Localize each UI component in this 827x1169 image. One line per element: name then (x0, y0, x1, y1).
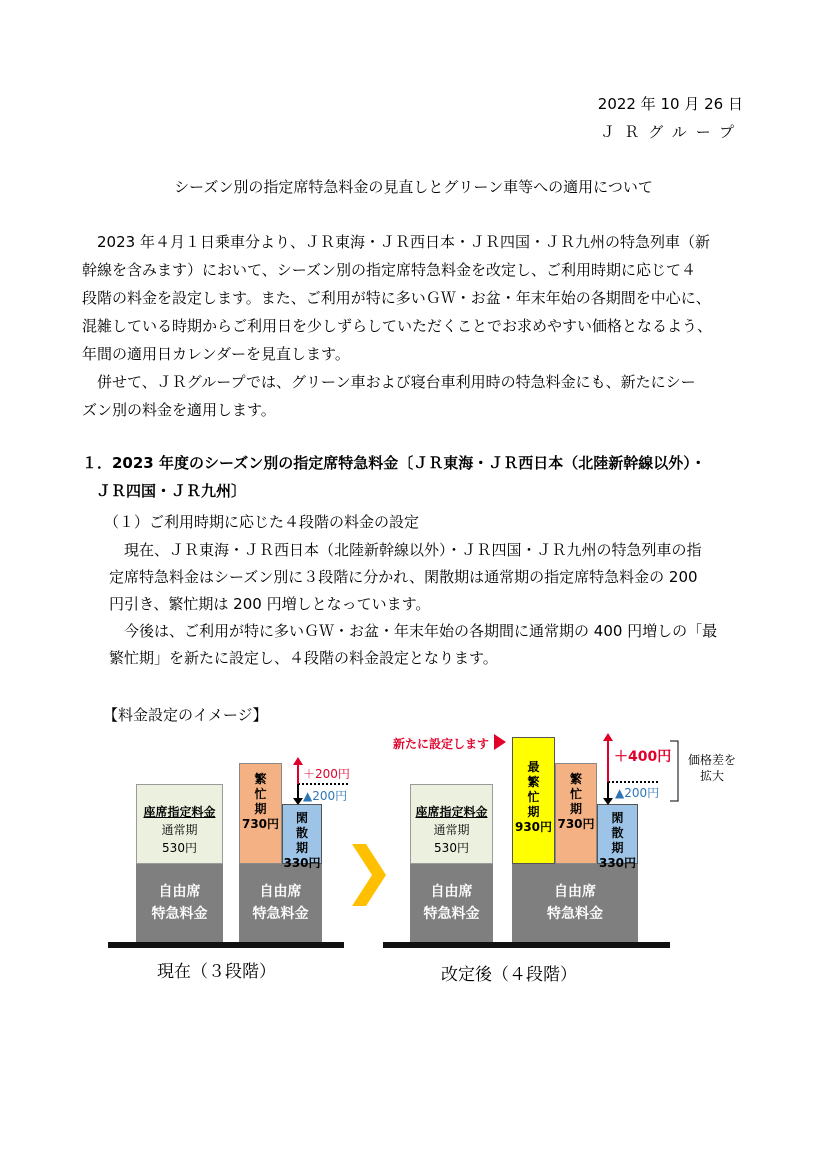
free-seat-box: 自由席 特急料金 (512, 864, 638, 942)
intro-line: 幹線を含みます）において、シーズン別の指定席特急料金を改定し、ご利用時期に応じて４ (82, 261, 696, 279)
free-seat-box: 自由席 特急料金 (410, 864, 493, 942)
body-line: 繁忙期」を新たに設定し、４段階の料金設定となります。 (109, 649, 498, 667)
section-heading-cont: ＪＲ四国・ＪＲ九州〕 (96, 482, 247, 500)
busy-period-box: 繁忙期 730円 (555, 763, 597, 864)
off-peak-box: 閑散期 330円 (282, 804, 322, 864)
intro-line: 年間の適用日カレンダーを見直します。 (82, 345, 350, 363)
image-title: 【料金設定のイメージ】 (103, 706, 268, 724)
release-date: 2022 年 10 月 26 日 (597, 95, 743, 113)
busy-period-box: 繁忙期 730円 (239, 763, 282, 864)
new-caption: 改定後（４段階） (441, 965, 577, 985)
body-line: 円引き、繁忙期は 200 円増しとなっています。 (109, 595, 431, 613)
plus-200-label: ＋200円 (303, 767, 350, 781)
intro-line: ズン別の料金を適用します。 (82, 401, 276, 419)
minus-200-label: ▲200円 (615, 786, 660, 800)
pointer-triangle-icon (494, 734, 506, 750)
current-caption: 現在（３段階） (157, 962, 276, 982)
plus-400-label: ＋400円 (614, 749, 672, 765)
body-line: 今後は、ご利用が特に多いＧＷ・お盆・年末年始の各期間に通常期の 400 円増しの「最 (124, 622, 718, 640)
sub-heading: （１）ご利用時期に応じた４段階の料金の設定 (104, 513, 420, 531)
minus-200-label: ▲200円 (303, 789, 348, 803)
document-title: シーズン別の指定席特急料金の見直しとグリーン車等への適用について (174, 178, 653, 196)
body-line: 定席特急料金はシーズン別に３段階に分かれ、閑散期は通常期の指定席特急料金の 200 (109, 568, 698, 586)
free-seat-box: 自由席 特急料金 (239, 864, 322, 942)
peak-period-box: 最繁忙期 930円 (512, 737, 555, 864)
intro-paragraph (82, 228, 752, 424)
baseline (383, 942, 670, 948)
baseline (108, 942, 344, 948)
intro-line: 混雑している時期からご利用日を少しずらしていただくことでお求めやすい価格となるよう、 (82, 317, 713, 335)
section-body (104, 537, 754, 672)
intro-line: 段階の料金を設定します。また、ご利用が特に多いＧＷ・お盆・年末年始の各期間を中心に、 (82, 289, 711, 307)
off-peak-box: 閑散期 330円 (597, 804, 638, 864)
organization-name: ＪＲグループ (600, 123, 743, 141)
section-heading: １．2023 年度のシーズン別の指定席特急料金〔ＪＲ東海・ＪＲ西日本（北陸新幹線以外）・ (82, 454, 706, 472)
price-diff-note: 価格差を 拡大 (688, 753, 737, 783)
normal-period-box: 座席指定料金 通常期 530円 (136, 784, 223, 864)
free-seat-box: 自由席 特急料金 (136, 864, 223, 942)
normal-period-box: 座席指定料金 通常期 530円 (410, 784, 493, 864)
intro-line: 併せて、ＪＲグループでは、グリーン車および寝台車利用時の特急料金にも、新たにシー (97, 373, 696, 391)
new-setting-note: 新たに設定します (393, 737, 490, 751)
bracket-icon (670, 740, 682, 802)
intro-line: 2023 年４月１日乗車分より、ＪＲ東海・ＪＲ西日本・ＪＲ四国・ＪＲ九州の特急列車（新 (97, 233, 710, 251)
transition-arrow-icon (352, 840, 388, 910)
body-line: 現在、ＪＲ東海・ＪＲ西日本（北陸新幹線以外）・ＪＲ四国・ＪＲ九州の特急列車の指 (124, 541, 702, 559)
